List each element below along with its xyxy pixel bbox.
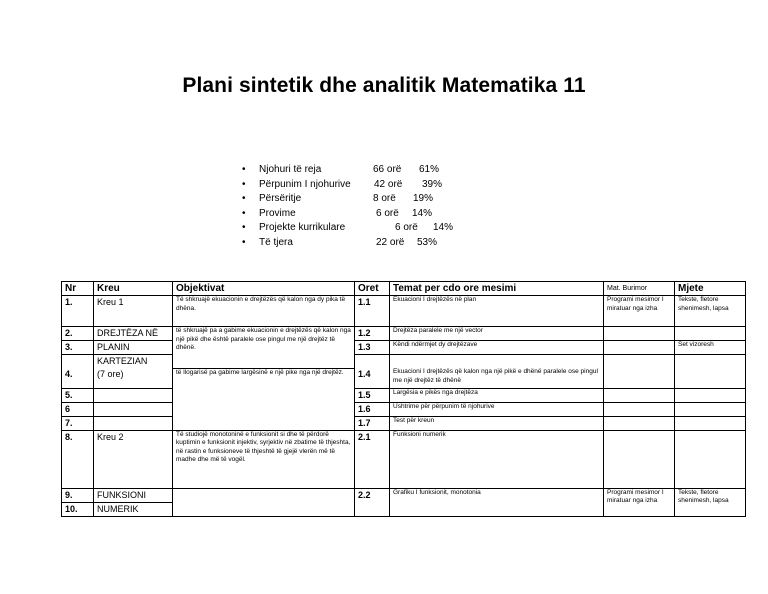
cell-ora	[355, 355, 390, 369]
summary-percent: 53%	[417, 236, 438, 248]
cell-burimor	[604, 388, 675, 402]
header-burimor: Mat. Burimor	[604, 282, 675, 296]
header-kreu: Kreu	[94, 282, 173, 296]
summary-label: Përpunim I njohurive	[259, 178, 351, 190]
cell-objektivat: të llogarisë pa gabime largësinë e një pike nga një drejtëz.	[173, 368, 355, 430]
cell-ora: 1.7	[355, 416, 390, 430]
cell-objektivat	[173, 488, 355, 516]
summary-label: Njohuri të reja	[259, 164, 322, 175]
table-row	[62, 296, 746, 327]
cell-tema: Test për kreun	[390, 416, 604, 430]
cell-nr: 8.	[62, 430, 94, 488]
cell-mjete: Tekste, fletore shenimesh, lapsa	[675, 296, 746, 327]
cell-kreu: DREJTËZA NË	[94, 327, 173, 341]
cell-tema: Funksioni numerik	[390, 430, 604, 488]
cell-burimor	[604, 416, 675, 430]
bullet-icon: •	[242, 193, 246, 205]
cell-burimor	[604, 327, 675, 341]
cell-tema: Ekuacioni I drejtëzës në plan	[390, 296, 604, 327]
summary-percent: 61%	[419, 164, 440, 175]
cell-mjete	[675, 430, 746, 488]
header-temat: Temat per cdo ore mesimi	[390, 282, 604, 296]
cell-ora: 1.5	[355, 388, 390, 402]
bullet-icon: •	[242, 178, 246, 190]
cell-burimor	[604, 430, 675, 488]
summary-hours: 6 orë	[376, 207, 399, 219]
cell-nr: 4.	[62, 368, 94, 388]
table-header-row	[62, 282, 746, 296]
header-mjete: Mjete	[675, 282, 746, 296]
table-row	[62, 388, 746, 402]
cell-tema: Ekuacioni I drejtëzës që kalon nga një pikë e dhënë paralele ose pingul me një drejtëz të dhënë	[390, 368, 604, 388]
cell-ora: 2.2	[355, 488, 390, 516]
cell-burimor: Programi mesimor I miratuar nga izha	[604, 296, 675, 327]
cell-mjete: Set vizoresh	[675, 341, 746, 355]
cell-tema: Drejtëza paralele me një vector	[390, 327, 604, 341]
cell-kreu: NUMERIK	[94, 502, 173, 516]
header-nr: Nr	[62, 282, 94, 296]
summary-hours: 66 orë	[373, 164, 402, 175]
objective-line: Të studiojë monotoninë e funksionit si dhe të përdorë kuptimin e funksionit injektiv, syrjektiv në zbatime të thjeshta,	[176, 430, 351, 447]
summary-hours: 22 orë	[376, 236, 405, 248]
objective-line: në rastin e funksioneve të thjeshtë të gjejë vlerën më të madhe dhe më të vogël.	[176, 447, 335, 464]
cell-burimor	[604, 402, 675, 416]
cell-nr: 6	[62, 402, 94, 416]
cell-tema	[390, 355, 604, 369]
table-row	[62, 368, 746, 388]
cell-burimor	[604, 368, 675, 388]
summary-percent: 19%	[413, 193, 434, 205]
cell-mjete	[675, 416, 746, 430]
cell-ora: 2.1	[355, 430, 390, 488]
cell-kreu: FUNKSIONI	[94, 488, 173, 502]
cell-nr: 9.	[62, 488, 94, 502]
cell-nr: 5.	[62, 388, 94, 402]
bullet-icon: •	[242, 236, 246, 248]
bullet-icon: •	[242, 222, 246, 234]
cell-nr: 7.	[62, 416, 94, 430]
table-row	[62, 430, 746, 488]
table-row	[62, 341, 746, 355]
cell-nr	[62, 355, 94, 369]
summary-percent: 14%	[412, 207, 433, 219]
document-title: Plani sintetik dhe analitik Matematika 11	[182, 74, 586, 97]
cell-burimor: Programi mesimor I miratuar nga izha	[604, 488, 675, 516]
bullet-icon: •	[242, 207, 246, 219]
cell-tema: Largësia e pikës nga drejtëza	[390, 388, 604, 402]
cell-mjete	[675, 355, 746, 369]
cell-tema: Këndi ndërmjet dy drejtëzave	[390, 341, 604, 355]
cell-nr: 1.	[62, 296, 94, 327]
cell-kreu: Kreu 2	[94, 430, 173, 488]
cell-ora: 1.6	[355, 402, 390, 416]
cell-mjete: Tekste, fletore shenimesh, lapsa	[675, 488, 746, 516]
cell-tema: Grafiku I funksionit, monotonia	[390, 488, 604, 516]
cell-kreu: Kreu 1	[94, 296, 173, 327]
cell-mjete	[675, 388, 746, 402]
header-oret: Oret	[355, 282, 390, 296]
cell-ora: 1.3	[355, 341, 390, 355]
bullet-icon: •	[242, 164, 246, 175]
summary-percent: 39%	[422, 178, 443, 190]
cell-ora: 1.4	[355, 368, 390, 388]
cell-kreu	[94, 388, 173, 402]
cell-burimor	[604, 341, 675, 355]
cell-kreu	[94, 416, 173, 430]
cell-nr: 3.	[62, 341, 94, 355]
summary-percent: 14%	[433, 222, 454, 234]
cell-burimor	[604, 355, 675, 369]
cell-mjete	[675, 402, 746, 416]
table-row	[62, 488, 746, 502]
summary-label: Të tjera	[259, 236, 293, 248]
summary-label: Projekte kurrikulare	[259, 222, 346, 234]
cell-objektivat: Të shkruajë ekuacionin e drejtëzës që kalon nga dy pika të dhëna.	[173, 296, 355, 327]
cell-ora: 1.2	[355, 327, 390, 341]
header-objektivat: Objektivat	[173, 282, 355, 296]
cell-kreu: KARTEZIAN	[94, 355, 173, 369]
cell-nr: 2.	[62, 327, 94, 341]
lesson-plan-table	[61, 281, 746, 517]
table-row	[62, 327, 746, 341]
cell-objektivat	[173, 430, 355, 488]
cell-objektivat: të shkruajë pa a gabime ekuacionin e drejtëzës që kalon nga një pikë dhe është paralele ose pingul me një drejtëz të dhënë.	[173, 327, 355, 369]
cell-mjete	[675, 368, 746, 388]
cell-mjete	[675, 327, 746, 341]
cell-kreu: PLANIN	[94, 341, 173, 355]
table-row	[62, 402, 746, 416]
summary-label: Përsëritje	[259, 193, 302, 205]
summary-hours: 42 orë	[374, 178, 403, 190]
cell-kreu: (7 ore)	[94, 368, 173, 388]
table-row	[62, 416, 746, 430]
summary-label: Provime	[259, 207, 296, 219]
summary-hours: 8 orë	[373, 193, 396, 205]
table-row	[62, 355, 746, 369]
cell-nr: 10.	[62, 502, 94, 516]
cell-tema: Ushtrime për përpunim të njohurive	[390, 402, 604, 416]
cell-ora: 1.1	[355, 296, 390, 327]
cell-kreu	[94, 402, 173, 416]
summary-hours: 6 orë	[395, 222, 418, 234]
